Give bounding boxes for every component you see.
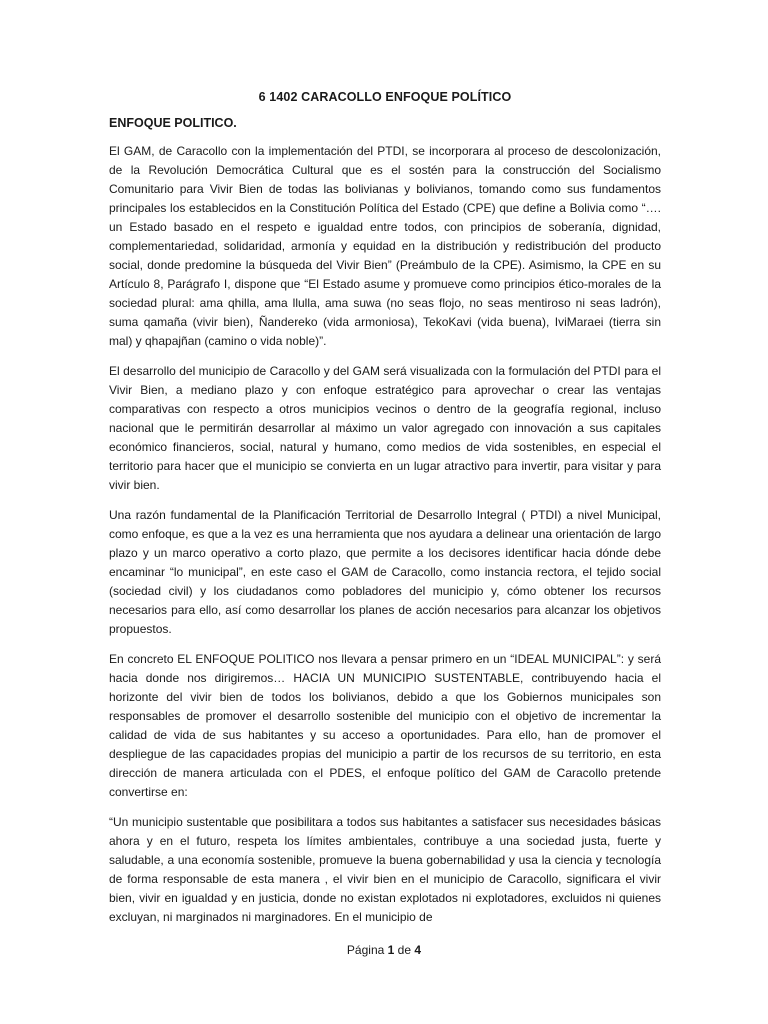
page-footer [0,943,768,957]
paragraph-4: En concreto EL ENFOQUE POLITICO nos llevara a pensar primero en un “IDEAL MUNICIPAL”: y será hacia donde nos dirigiremos… HACIA UN MUNICIPIO SUSTENTABLE, contribuyendo hacia el horizonte del vivir bien de todos los bolivianos, debido a que los Gobiernos municipales son responsables de promover el desarrollo sostenible del municipio con el objetivo de incrementar la calidad de vida de sus habitantes y su acceso a oportunidades. Para ello, han de promover el despliegue de las capacidades propias del municipio a partir de los recursos de su territorio, en esta dirección de manera articulada con el PDES, el enfoque político del GAM de Caracollo pretende convertirse en: [109,652,661,799]
footer-page-word: Página [346,943,385,957]
paragraph-1: El GAM, de Caracollo con la implementación del PTDI, se incorporara al proceso de descolonización, de la Revolución Democrática Cultural que es el sostén para la construcción del Socialismo Comunitario para Vivir Bien de todas las bolivianas y bolivianos, tomando como sus fundamentos principales los establecidos en la Constitución Política del Estado (CPE) que define a Bolivia como “…. un Estado basado en el respeto e igualdad entre todos, con principios de soberanía, dignidad, complementariedad, solidaridad, armonía y equidad en la distribución y redistribución del producto social, donde predomine la búsqueda del Vivir Bien” (Preámbulo de la CPE). Asimismo, la CPE en su Artículo 8, Parágrafo I, dispone que “El Estado asume y promueve como principios ético-morales de la sociedad plural: ama qhilla, ama llulla, ama suwa (no seas flojo, no seas mentiroso ni seas ladrón), suma qamaña (vivir bien), Ñandereko (vida armoniosa), TekoKavi (vida buena), IviMaraei (tierra sin mal) y qhapajñan (camino o vida noble)”. [109,144,661,348]
footer-total-pages: 4 [414,943,422,957]
paragraph-3: Una razón fundamental de la Planificación Territorial de Desarrollo Integral ( PTDI) a nivel Municipal, como enfoque, es que a la vez es una herramienta que nos ayudara a delinear una orientación de largo plazo y un marco operativo a corto plazo, que permite a los decisores identificar hacia dónde debe encaminar “lo municipal”, en este caso el GAM de Caracollo, como instancia rectora, el tejido social (sociedad civil) y los ciudadanos como pobladores del municipio y, cómo obtener los recursos necesarios para ello, así como desarrollar los planes de acción necesarios para alcanzar los objetivos propuestos. [109,508,661,636]
paragraph-2: El desarrollo del municipio de Caracollo y del GAM será visualizada con la formulación del PTDI para el Vivir Bien, a mediano plazo y con enfoque estratégico para aprovechar o crear las ventajas comparativas con respecto a otros municipios vecinos o dentro de la geografía regional, incluso nacional que le permitirán desarrollar al máximo un valor agregado con innovación a sus capitales económico financieros, social, natural y humano, como medios de vida sostenibles, en especial el territorio para hacer que el municipio se convierta en un lugar atractivo para invertir, para visitar y para vivir bien. [109,364,661,492]
footer-of-word: de [397,943,412,957]
document-title: 6 1402 CARACOLLO ENFOQUE POLÍTICO [258,90,512,104]
page-content [109,90,661,938]
footer-current-page: 1 [387,943,395,957]
section-heading: ENFOQUE POLITICO. [109,116,237,130]
paragraph-5: “Un municipio sustentable que posibilitara a todos sus habitantes a satisfacer sus necesidades básicas ahora y en el futuro, respeta los límites ambientales, contribuye a una sociedad justa, fuerte y saludable, a una economía sostenible, promueve la buena gobernabilidad y usa la ciencia y tecnología de forma responsable de esta manera , el vivir bien en el municipio de Caracollo, significara el vivir bien, vivir en igualdad y en justicia, donde no existan explotados ni explotadores, excluidos ni quienes excluyan, ni marginados ni marginadores. En el municipio de [109,815,661,924]
